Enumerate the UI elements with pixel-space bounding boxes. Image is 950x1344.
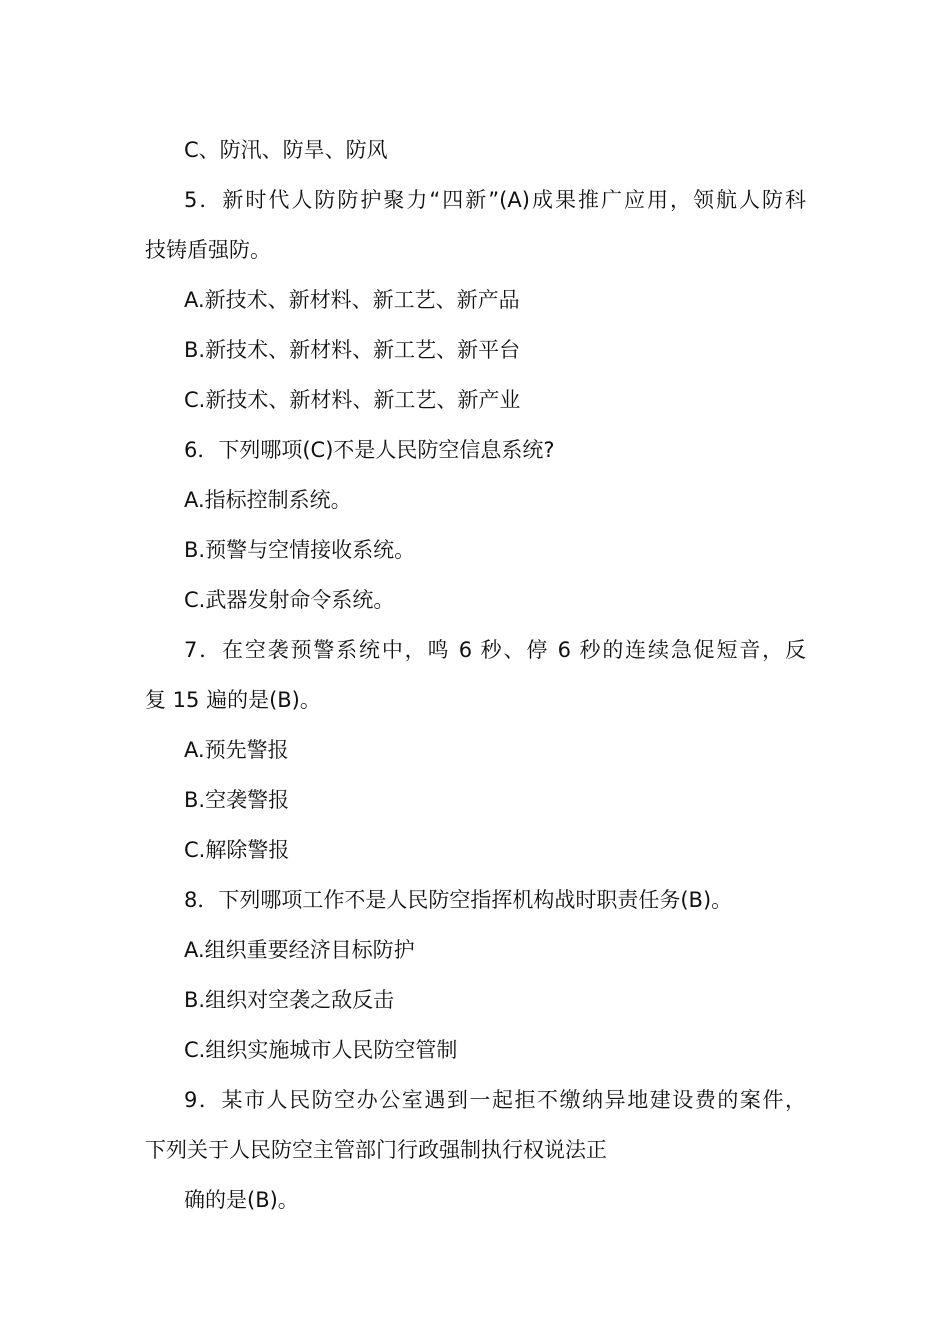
question-7-line-2: 复 15 遍的是(B)。 xyxy=(145,688,321,712)
question-5-line-1: 5．新时代人防防护聚力“四新”(A)成果推广应用，领航人防科 xyxy=(184,188,806,212)
option-c-q5: C.新技术、新材料、新工艺、新产业 xyxy=(184,388,521,412)
option-b-q7: B.空袭警报 xyxy=(184,788,290,812)
question-6: 6．下列哪项(C)不是人民防空信息系统? xyxy=(184,438,555,462)
option-b-q8: B.组织对空袭之敌反击 xyxy=(184,988,395,1012)
question-9-line-2: 下列关于人民防空主管部门行政强制执行权说法正 xyxy=(145,1138,607,1162)
option-a-q8: A.组织重要经济目标防护 xyxy=(184,938,415,962)
question-9-line-3: 确的是(B)。 xyxy=(184,1188,299,1212)
option-c-q8: C.组织实施城市人民防空管制 xyxy=(184,1038,458,1062)
question-7-line-1: 7．在空袭预警系统中，鸣 6 秒、停 6 秒的连续急促短音，反 xyxy=(184,638,806,662)
option-a-q6: A.指标控制系统。 xyxy=(184,488,352,512)
option-a-q7: A.预先警报 xyxy=(184,738,289,762)
question-8: 8．下列哪项工作不是人民防空指挥机构战时职责任务(B)。 xyxy=(184,888,733,912)
option-c-q7: C.解除警报 xyxy=(184,838,290,862)
option-b-q6: B.预警与空情接收系统。 xyxy=(184,538,416,562)
question-9-line-1: 9．某市人民防空办公室遇到一起拒不缴纳异地建设费的案件， xyxy=(184,1088,806,1112)
option-c-q6: C.武器发射命令系统。 xyxy=(184,588,395,612)
option-c-q4: C、防汛、防旱、防风 xyxy=(184,138,388,162)
question-5-line-2: 技铸盾强防。 xyxy=(145,238,271,262)
option-b-q5: B.新技术、新材料、新工艺、新平台 xyxy=(184,338,521,362)
option-a-q5: A.新技术、新材料、新工艺、新产品 xyxy=(184,288,520,312)
